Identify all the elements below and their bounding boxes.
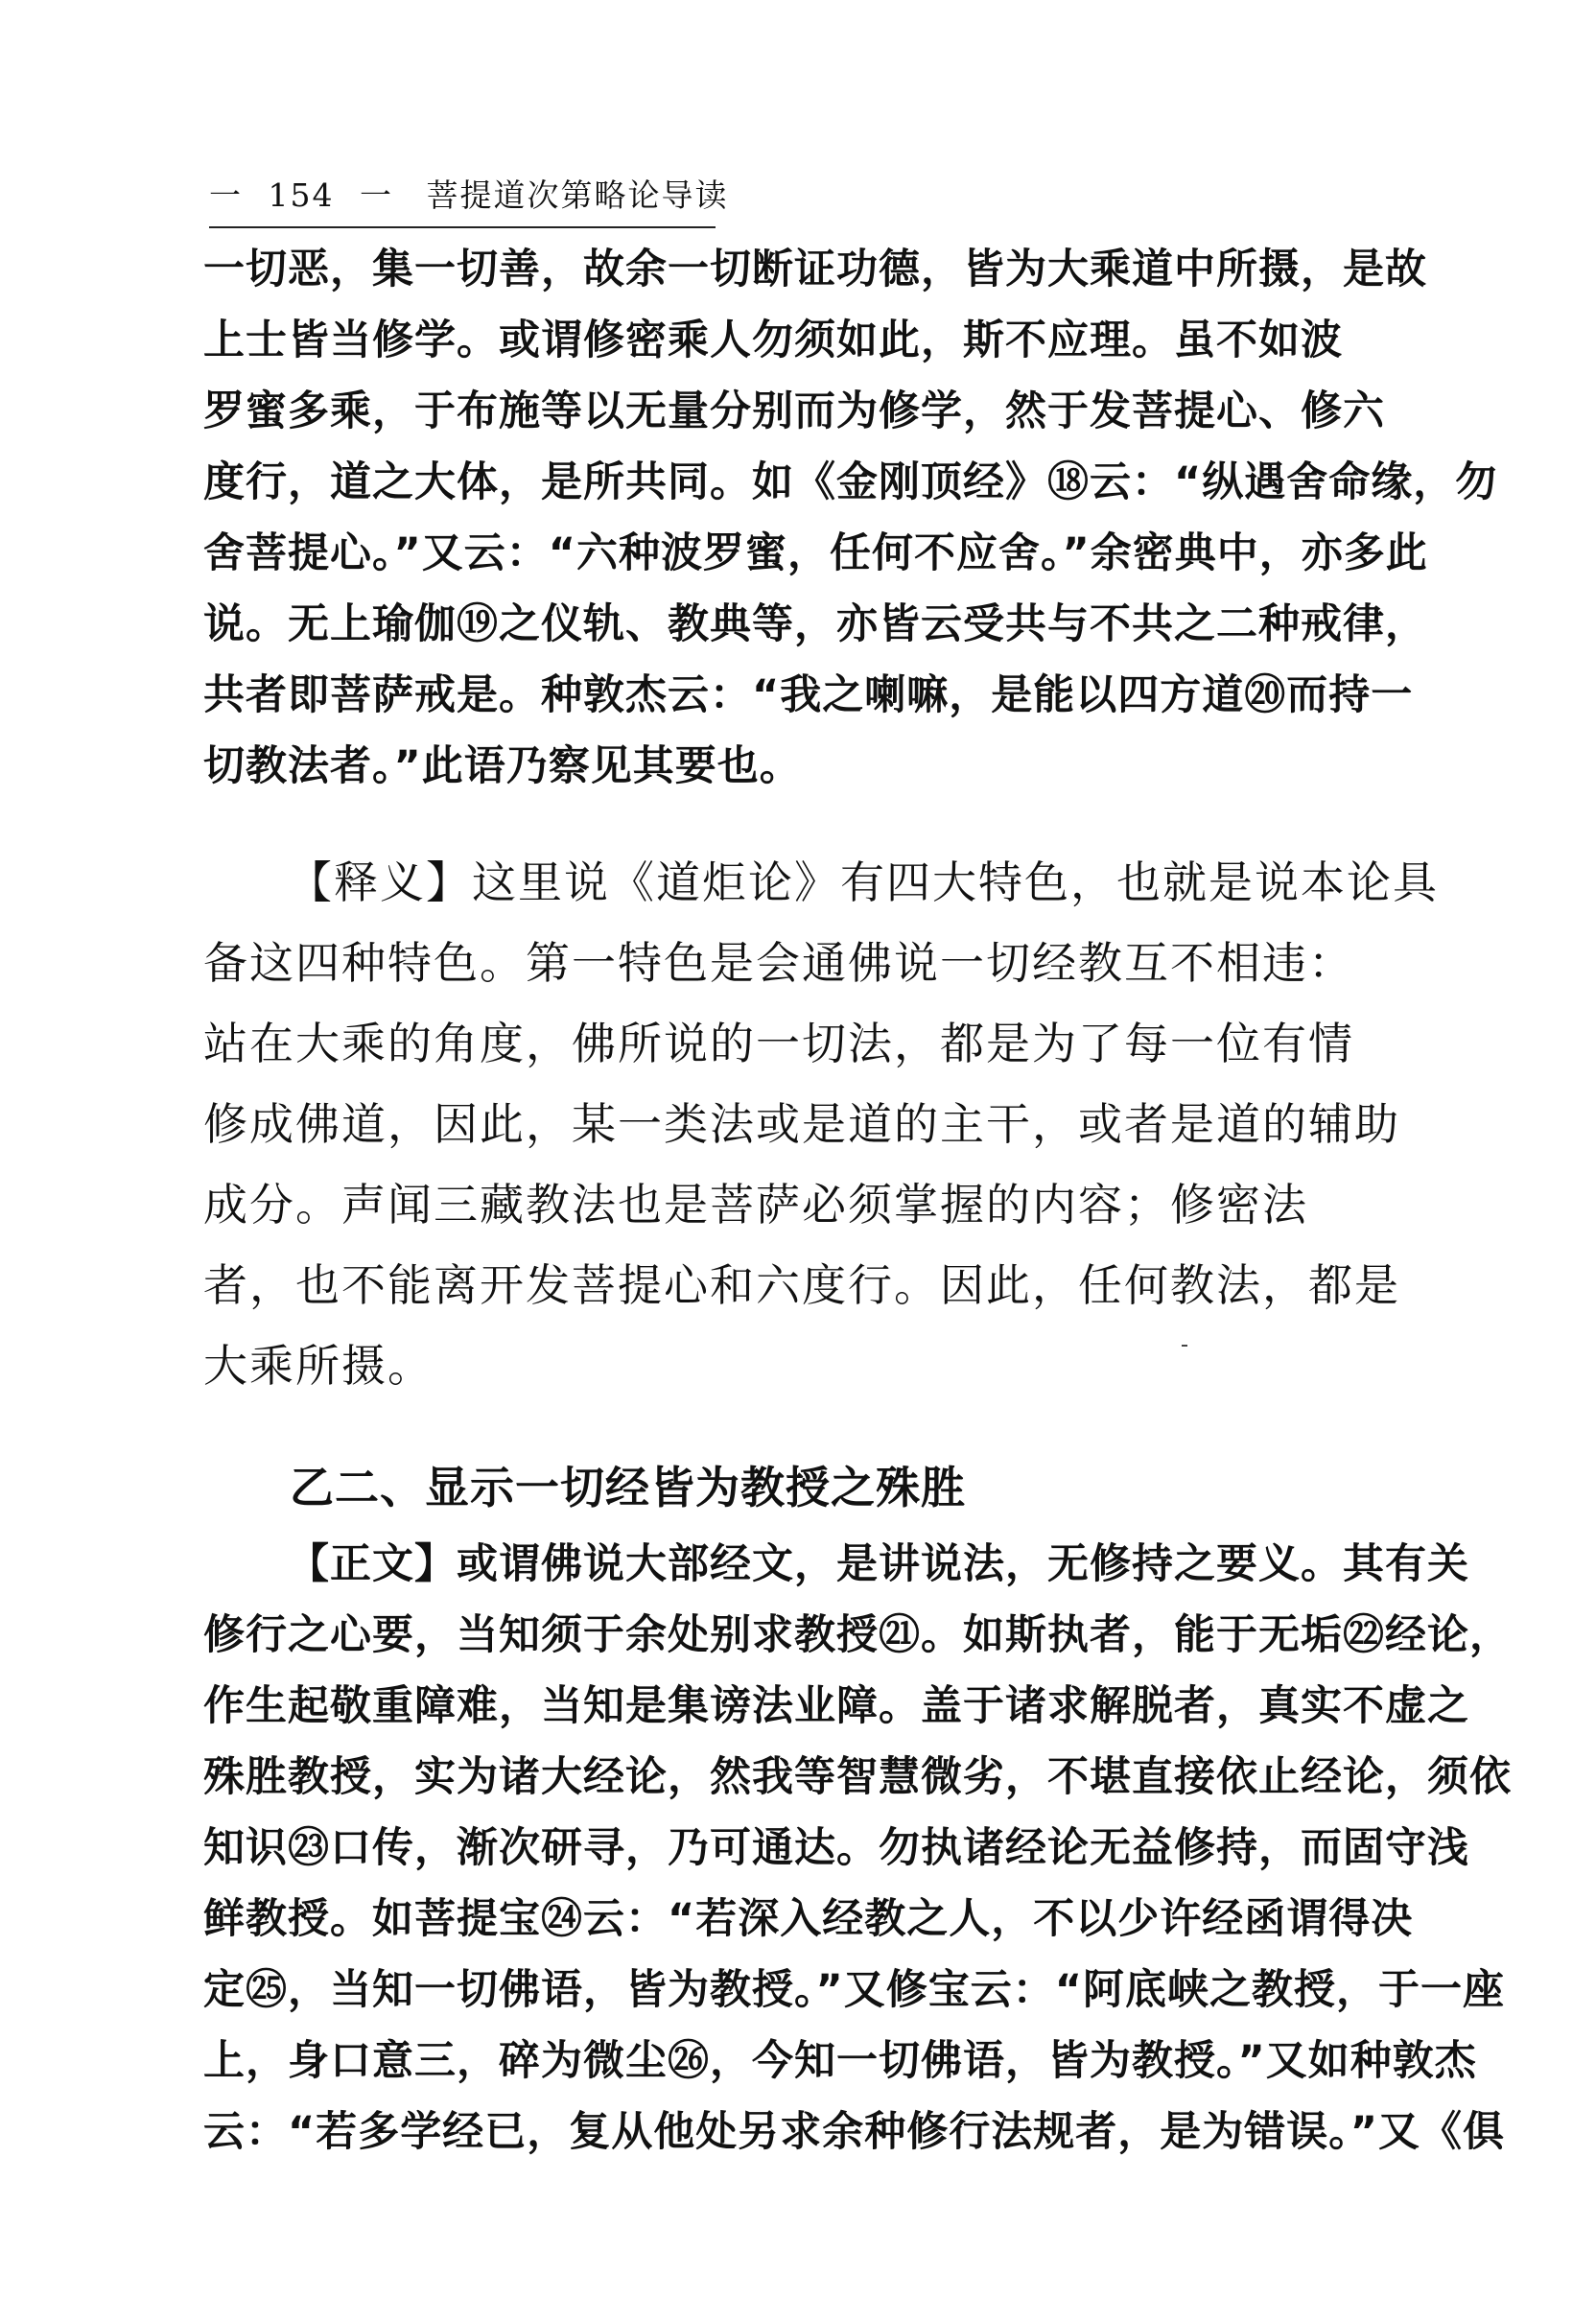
header-book-title: 菩提道次第略论导读 xyxy=(426,176,729,214)
text-line: 修行之心要，当知须于余处别求教授㉑。如斯执者，能于无垢㉒经论， xyxy=(203,1611,1512,1659)
commentary-line: 备这四种特色。第一特色是会通佛说一切经教互不相违： xyxy=(203,937,1354,989)
text-line: 上，身口意三，碎为微尘㉖，今知一切佛语，皆为教授。”又如种敦杰 xyxy=(203,2037,1477,2085)
text-line: 共者即菩萨戒是。种敦杰云：“我之喇嘛，是能以四方道⑳而持一 xyxy=(203,671,1414,719)
text-line: 知识㉓口传，渐次研寻，乃可通达。勿执诸经论无益修持，而固守浅 xyxy=(203,1824,1469,1872)
text-line: 度行，道之大体，是所共同。如《金刚顶经》⑱云：“纵遇舍命缘，勿 xyxy=(203,458,1498,506)
text-line: 殊胜教授，实为诸大经论，然我等智慧微劣，不堪直接依止经论，须依 xyxy=(203,1753,1512,1801)
header-dash-left: 一 xyxy=(209,176,243,214)
commentary-line: 修成佛道，因此，某一类法或是道的主干，或者是道的辅助 xyxy=(203,1098,1400,1150)
text-line: 一切恶，集一切善，故余一切断证功德，皆为大乘道中所摄，是故 xyxy=(203,246,1427,293)
text-line: 作生起敬重障难，当知是集谤法业障。盖于诸求解脱者，真实不虚之 xyxy=(203,1682,1469,1730)
header-page-number: 154 xyxy=(268,176,335,214)
text-line: 【正文】或谓佛说大部经文，是讲说法，无修持之要义。其有关 xyxy=(288,1540,1469,1588)
commentary-line: 大乘所摄。 xyxy=(203,1340,434,1392)
text-line: 云：“若多学经已，复从他处另求余种修行法规者，是为错误。”又《俱 xyxy=(203,2108,1506,2156)
commentary-line: 成分。声闻三藏教法也是菩萨必须掌握的内容；修密法 xyxy=(203,1179,1308,1231)
commentary-text xyxy=(203,842,1439,1406)
commentary-line: 者，也不能离开发菩提心和六度行。因此，任何教法，都是 xyxy=(203,1259,1400,1311)
commentary-line: 【释义】这里说《道炬论》有四大特色，也就是说本论具 xyxy=(288,856,1439,908)
main-text-bottom xyxy=(203,1529,1512,2168)
running-header xyxy=(209,173,729,228)
text-line: 鲜教授。如菩提宝㉔云：“若深入经教之人，不以少许经函谓得决 xyxy=(203,1895,1414,1943)
header-dash-right: 一 xyxy=(360,176,393,214)
text-line: 罗蜜多乘，于布施等以无量分别而为修学，然于发菩提心、修六 xyxy=(203,387,1385,435)
text-line: 上士皆当修学。或谓修密乘人勿须如此，斯不应理。虽不如波 xyxy=(203,317,1343,364)
text-line: 定㉕，当知一切佛语，皆为教授。”又修宝云：“阿底峡之教授，于一座 xyxy=(203,1966,1506,2014)
section-heading: 乙二、显示一切经皆为教授之殊胜 xyxy=(290,1462,966,1513)
text-line: 舍菩提心。”又云：“六种波罗蜜，任何不应舍。”余密典中，亦多此 xyxy=(203,529,1428,577)
main-text-top xyxy=(203,234,1498,802)
text-line: 切教法者。”此语乃察见其要也。 xyxy=(203,742,802,790)
text-line: 说。无上瑜伽⑲之仪轨、教典等，亦皆云受共与不共之二种戒律， xyxy=(203,600,1427,648)
commentary-line: 站在大乘的角度，佛所说的一切法，都是为了每一位有情 xyxy=(203,1018,1354,1069)
stray-ink-mark xyxy=(1182,1345,1187,1347)
